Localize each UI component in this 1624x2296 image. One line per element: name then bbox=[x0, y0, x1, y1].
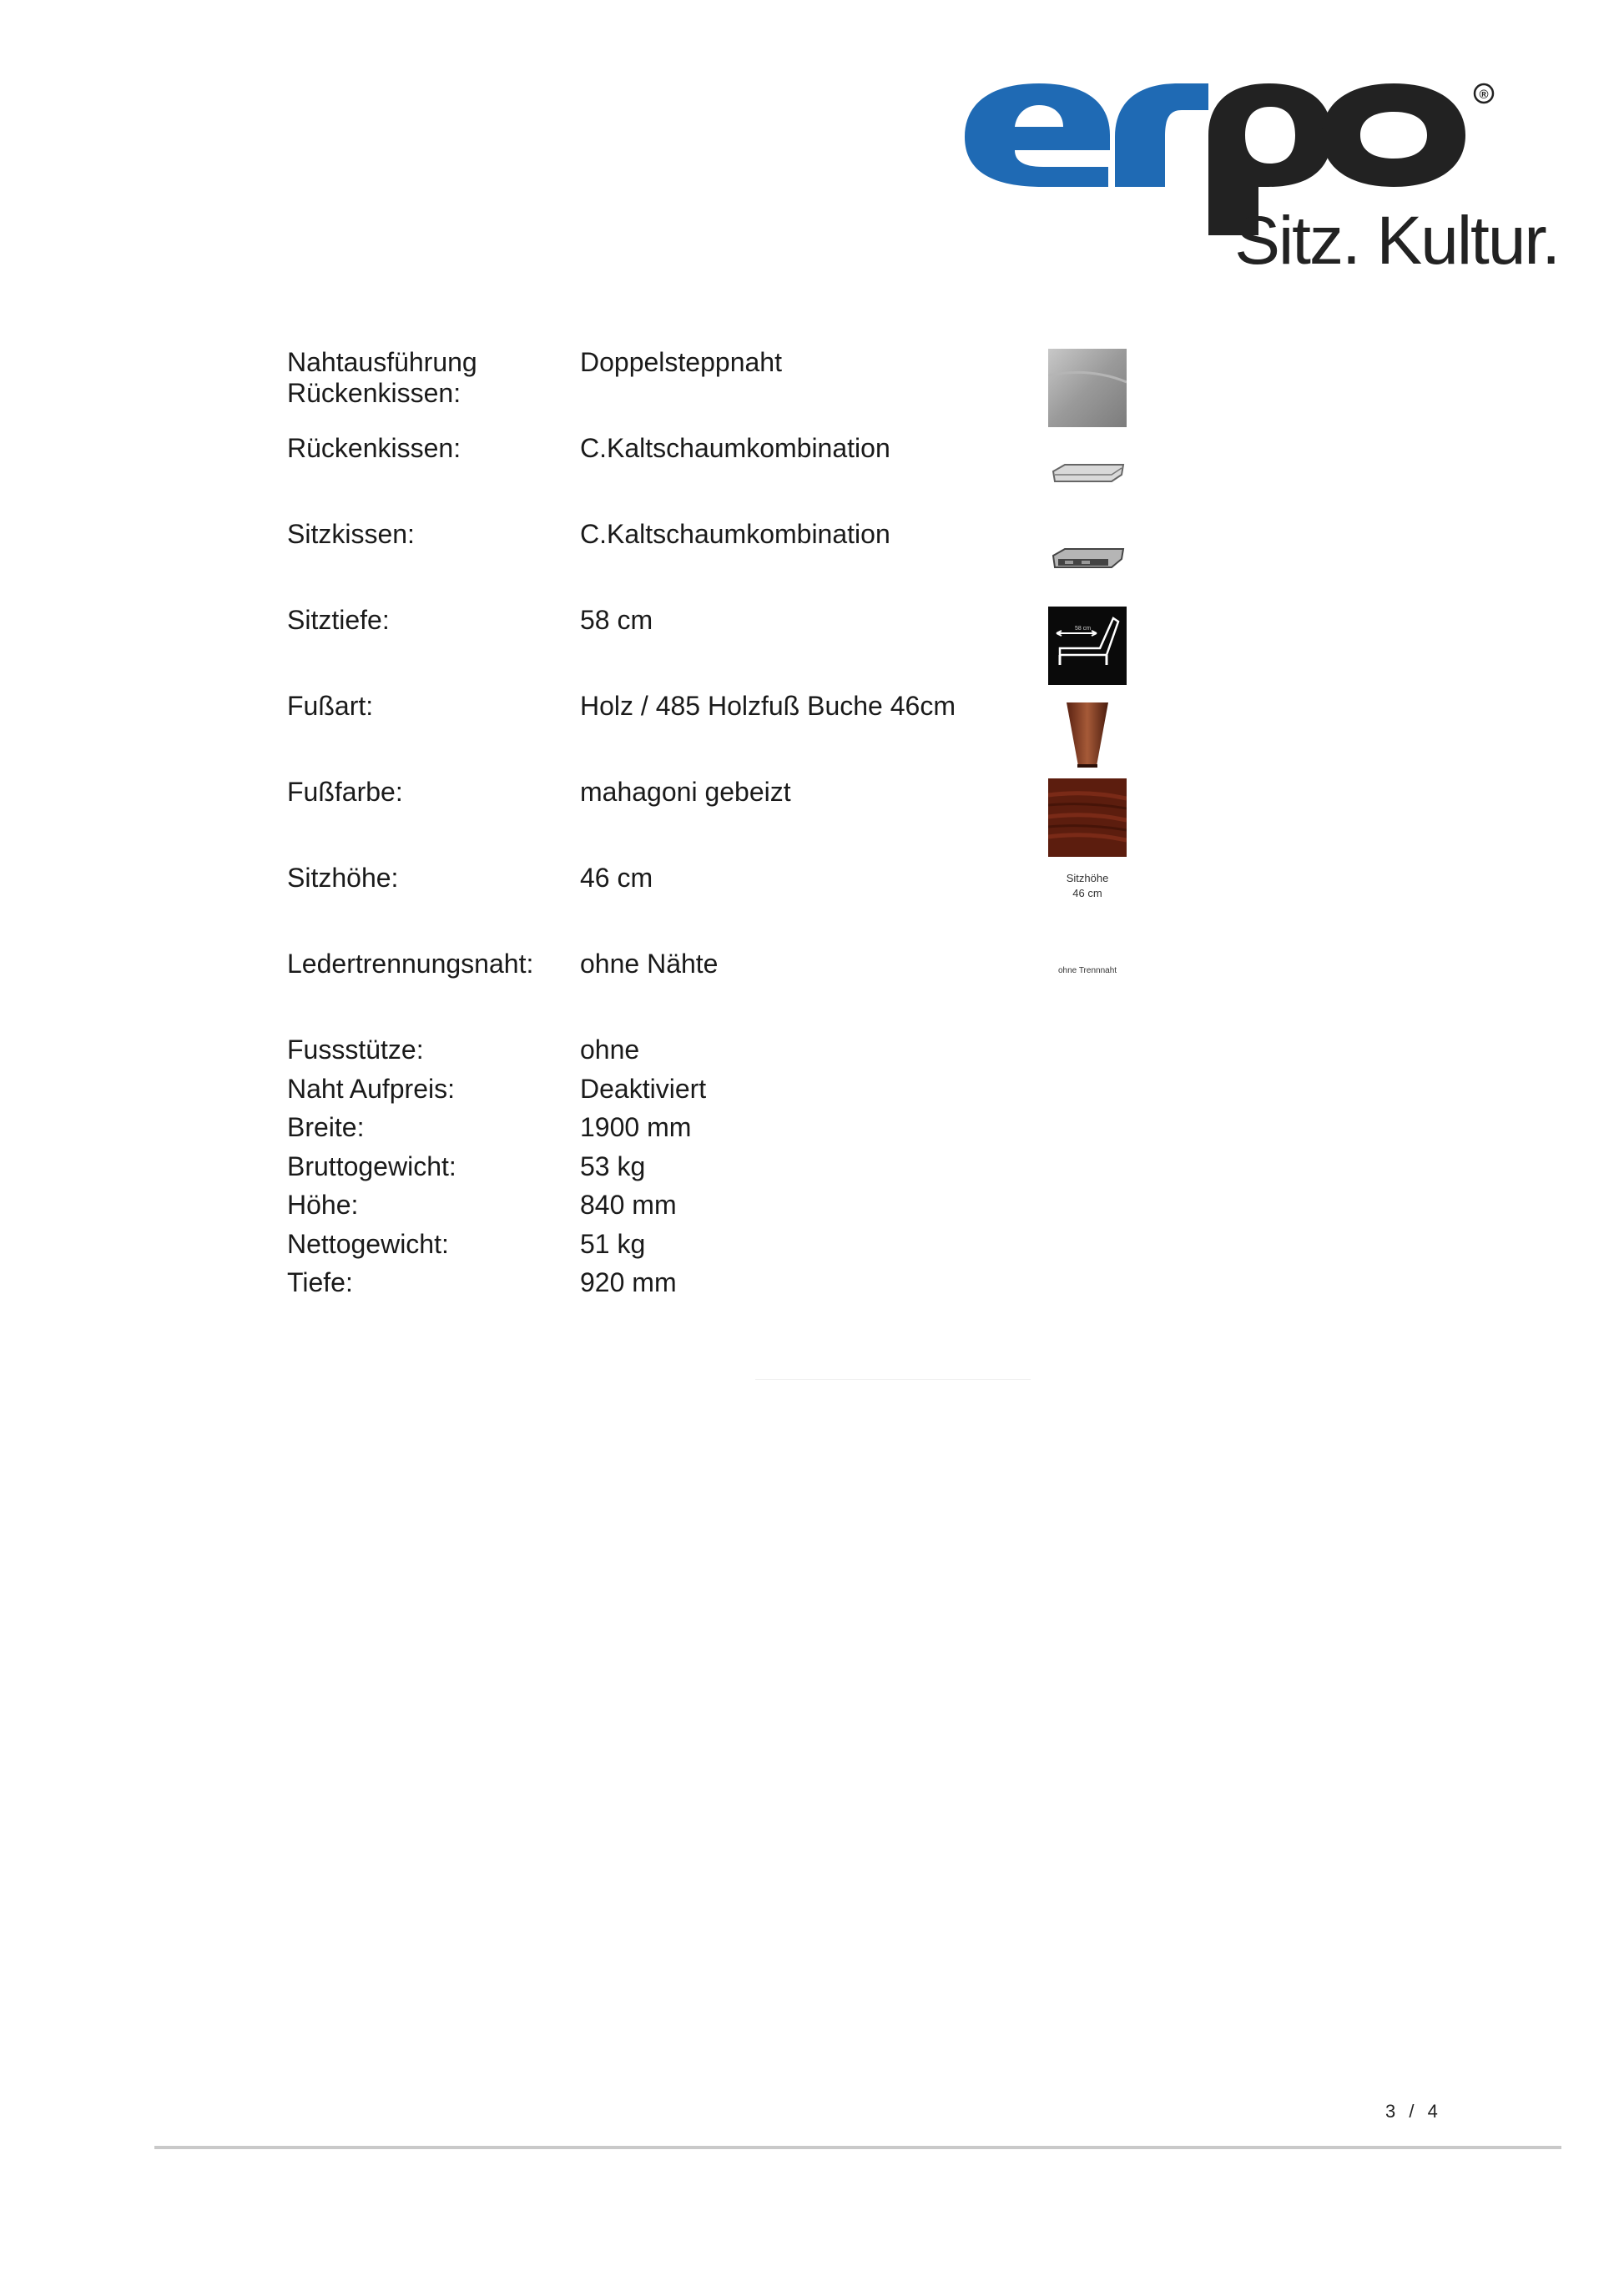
spec-row-leg-type bbox=[287, 691, 1155, 777]
spec-label: Naht Aufpreis: bbox=[287, 1073, 455, 1104]
spec-value: 58 cm bbox=[580, 605, 653, 635]
spec-label: Rückenkissen: bbox=[287, 433, 461, 463]
cushion-foam-dark-icon bbox=[1048, 521, 1127, 599]
seam-swatch-image bbox=[1048, 349, 1127, 427]
spec-row-seam bbox=[287, 347, 1155, 433]
seat-depth-diagram-label: 58 cm bbox=[1075, 626, 1092, 632]
page-separator: / bbox=[1409, 2101, 1415, 2122]
spec-value: 1900 mm bbox=[580, 1112, 692, 1142]
spec-row-depth bbox=[287, 1267, 1155, 1307]
spec-row-leather-seam bbox=[287, 949, 1155, 1035]
spec-value: C.Kaltschaumkombination bbox=[580, 519, 890, 549]
spec-row-gross-weight bbox=[287, 1151, 1155, 1191]
spec-value: ohne Nähte bbox=[580, 949, 719, 979]
spec-row-height bbox=[287, 1190, 1155, 1229]
spec-value: ohne bbox=[580, 1035, 640, 1065]
spec-value: Holz / 485 Holzfuß Buche 46cm bbox=[580, 691, 956, 721]
spec-label: Fussstütze: bbox=[287, 1035, 424, 1065]
spec-value: 51 kg bbox=[580, 1228, 646, 1259]
spec-row-seat-depth bbox=[287, 605, 1155, 691]
spec-row-seat-height bbox=[287, 863, 1155, 949]
spec-row-width bbox=[287, 1112, 1155, 1151]
spec-table bbox=[287, 347, 1155, 1307]
caption-line: ohne Trennnaht bbox=[1057, 966, 1117, 975]
footer-divider bbox=[154, 2146, 1561, 2149]
spec-label: Bruttogewicht: bbox=[287, 1151, 456, 1181]
wooden-leg-icon bbox=[1048, 692, 1127, 771]
spec-row-seat-cushion bbox=[287, 519, 1155, 605]
brand-tagline: Sitz. Kultur. bbox=[1234, 203, 1559, 277]
caption-line: 46 cm bbox=[1072, 887, 1102, 899]
spec-value: 53 kg bbox=[580, 1151, 646, 1181]
mahogany-swatch-icon bbox=[1048, 778, 1127, 857]
spec-label: Nettogewicht: bbox=[287, 1228, 449, 1259]
spec-value: 920 mm bbox=[580, 1267, 677, 1297]
spec-label: Ledertrennungsnaht: bbox=[287, 949, 534, 979]
spec-label: Sitzhöhe: bbox=[287, 863, 399, 893]
page-total: 4 bbox=[1427, 2101, 1439, 2122]
spec-value: Deaktiviert bbox=[580, 1073, 707, 1104]
page-current: 3 bbox=[1385, 2101, 1397, 2122]
spec-value: C.Kaltschaumkombination bbox=[580, 433, 890, 463]
seat-depth-diagram-icon bbox=[1048, 607, 1127, 685]
spec-row-back-cushion bbox=[287, 433, 1155, 519]
spec-value: 46 cm bbox=[580, 863, 653, 893]
spec-row-footrest bbox=[287, 1035, 1155, 1074]
registered-mark: ® bbox=[1479, 88, 1489, 102]
spec-label: Nahtausführung Rückenkissen: bbox=[287, 347, 477, 408]
spec-row-net-weight bbox=[287, 1229, 1155, 1268]
spec-label: Breite: bbox=[287, 1112, 365, 1142]
spec-row-leg-color bbox=[287, 777, 1155, 863]
spec-value: 840 mm bbox=[580, 1190, 677, 1220]
spec-label: Höhe: bbox=[287, 1190, 359, 1220]
cushion-foam-icon bbox=[1048, 435, 1127, 513]
spec-label: Sitztiefe: bbox=[287, 605, 390, 635]
page-number bbox=[1385, 2101, 1485, 2122]
spec-value: mahagoni gebeizt bbox=[580, 777, 791, 807]
spec-label: Sitzkissen: bbox=[287, 519, 415, 549]
spec-label: Tiefe: bbox=[287, 1267, 353, 1297]
caption-line: Sitzhöhe bbox=[1066, 872, 1109, 884]
spec-row-seam-surcharge bbox=[287, 1074, 1155, 1113]
seat-height-caption bbox=[1048, 871, 1127, 901]
divider bbox=[755, 1379, 1031, 1380]
leather-seam-caption bbox=[1048, 965, 1127, 977]
spec-label: Fußart: bbox=[287, 691, 374, 721]
spec-label: Fußfarbe: bbox=[287, 777, 403, 807]
spec-value: Doppelsteppnaht bbox=[580, 347, 782, 377]
erpo-logo bbox=[960, 77, 1561, 277]
